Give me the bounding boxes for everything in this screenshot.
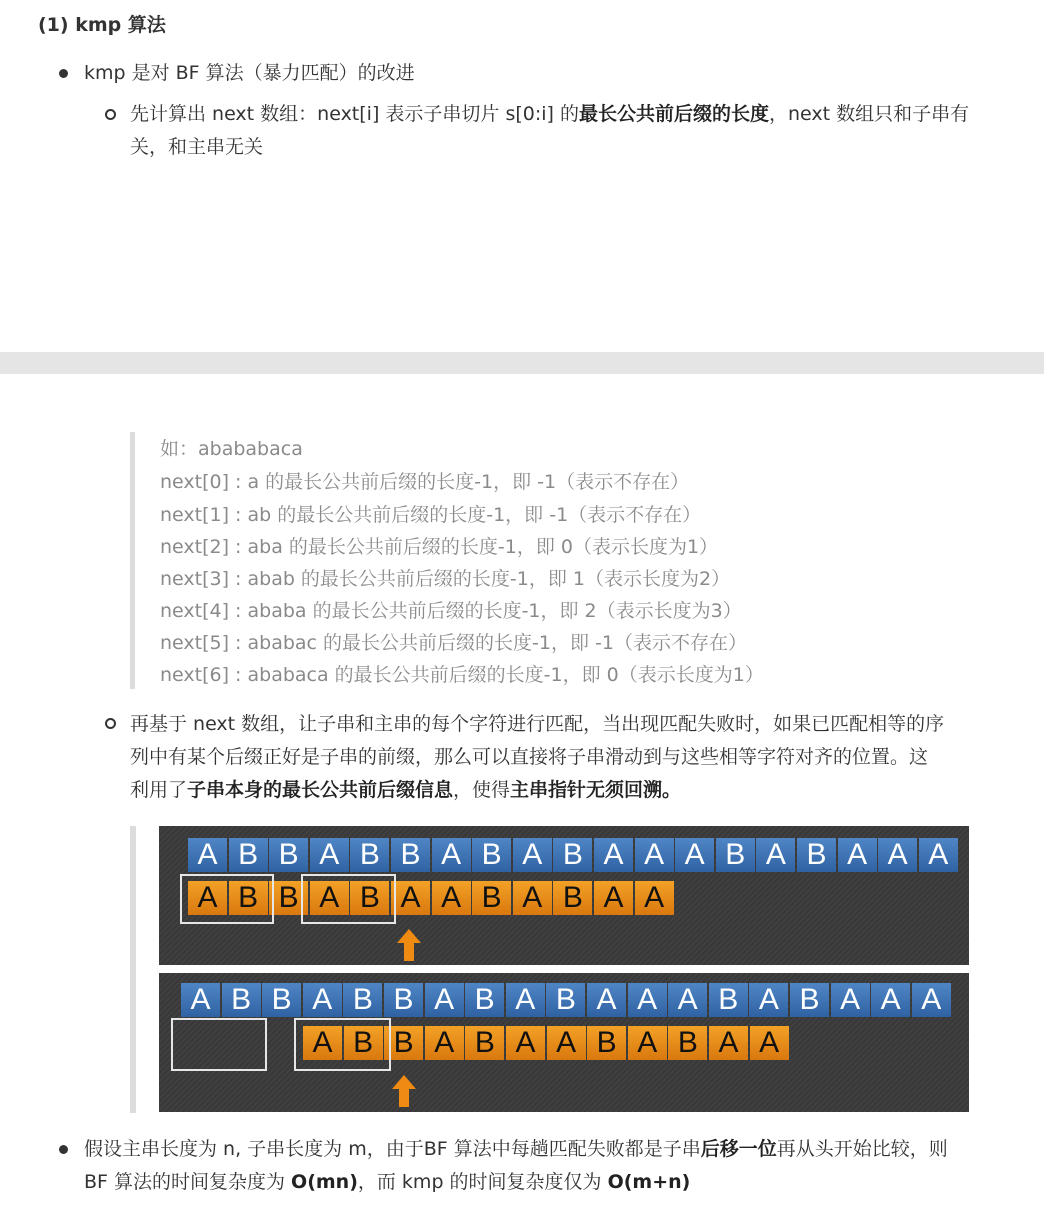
pattern-cell: A [750, 1026, 789, 1060]
pattern-cell: B [587, 1026, 626, 1060]
up-arrow-icon [396, 928, 422, 962]
main-string-cell: A [587, 983, 626, 1017]
main-string-cell: B [391, 838, 430, 872]
pattern-cell: B [344, 1026, 383, 1060]
example-title: 如：abababaca [160, 438, 303, 460]
bullet-dot [59, 69, 68, 78]
pattern-cell: B [229, 881, 268, 915]
b2-text-a: 假设主串长度为 n, 子串长度为 m，由于BF 算法中每趟匹配失败都是子串 [84, 1138, 701, 1160]
main-string-cell: A [838, 838, 877, 872]
main-string-cell: A [912, 983, 951, 1017]
main-string-cell: B [269, 838, 308, 872]
sub2-bold-a: 子串本身的最长公共前后缀信息 [187, 779, 454, 801]
example-line: next[5] : ababac 的最长公共前后缀的长度-1，即 -1（表示不存在） [160, 632, 747, 654]
main-string-cell: A [310, 838, 349, 872]
sub1-text-a: 先计算出 next 数组：next[i] 表示子串切片 s[0:i] 的 [130, 103, 579, 125]
b2-text-b: 再从头开始比较，则 [776, 1138, 948, 1160]
main-string-cell: B [546, 983, 585, 1017]
pattern-cell: A [432, 881, 471, 915]
main-string-cell: B [350, 838, 389, 872]
b2-bold-c: O(m+n) [607, 1171, 691, 1193]
main-string-cell: B [797, 838, 836, 872]
main-string-cell: B [790, 983, 829, 1017]
main-string-cell: A [871, 983, 910, 1017]
pattern-cell: A [628, 1026, 667, 1060]
main-string-cell: A [919, 838, 958, 872]
pattern-cell: B [472, 881, 511, 915]
b2-bold-a: 后移一位 [700, 1138, 777, 1160]
page-divider [0, 352, 1044, 374]
sub1-text-b: ，next 数组只和子串有 [769, 103, 970, 125]
pattern-cell: A [188, 881, 227, 915]
main-string-cell: A [432, 838, 471, 872]
main-string-cell: B [465, 983, 504, 1017]
main-string-cell: A [675, 838, 714, 872]
main-string-cell: B [384, 983, 423, 1017]
pattern-cell: B [465, 1026, 504, 1060]
sub1-bold: 最长公共前后缀的长度 [578, 103, 769, 125]
highlight-frame [171, 1018, 267, 1071]
example-line: next[0] : a 的最长公共前后缀的长度-1，即 -1（表示不存在） [160, 471, 690, 493]
main-string-cell: B [472, 838, 511, 872]
pattern-cell: A [594, 881, 633, 915]
pattern-cell: A [391, 881, 430, 915]
pattern-cell: B [384, 1026, 423, 1060]
pattern-cell: A [303, 1026, 342, 1060]
bullet-dot [59, 1145, 68, 1154]
main-string-cell: A [188, 838, 227, 872]
sub-bullet-matching [130, 708, 1010, 807]
main-string-cell: A [181, 983, 220, 1017]
section-heading: (1) kmp 算法 [38, 14, 166, 36]
main-string-cell: B [229, 838, 268, 872]
pattern-cell: A [310, 881, 349, 915]
main-string-cell: A [506, 983, 545, 1017]
sub2-line1: 再基于 next 数组，让子串和主串的每个字符进行匹配，当出现匹配失败时，如果已匹配相等的序 [130, 713, 945, 735]
sub2-text-b: ，使得 [453, 779, 511, 801]
image-quote-bar [130, 826, 136, 1113]
b2-text-d: ，而 kmp 的时间复杂度仅为 [357, 1171, 608, 1193]
main-string-cell: A [668, 983, 707, 1017]
pattern-cell: A [547, 1026, 586, 1060]
main-string-cell: A [628, 983, 667, 1017]
main-string-cell: A [513, 838, 552, 872]
main-string-cell: A [594, 838, 633, 872]
example-line: next[3] : abab 的最长公共前后缀的长度-1，即 1（表示长度为2） [160, 568, 731, 590]
example-line: next[4] : ababa 的最长公共前后缀的长度-1，即 2（表示长度为3） [160, 600, 742, 622]
up-arrow-icon [391, 1074, 417, 1108]
kmp-diagram-before [159, 826, 969, 965]
pattern-cell: A [709, 1026, 748, 1060]
sub2-text-a: 利用了 [130, 779, 188, 801]
main-string-cell: B [553, 838, 592, 872]
main-string-cell: B [343, 983, 382, 1017]
b2-text-c: BF 算法的时间复杂度为 [84, 1171, 292, 1193]
sub2-bold-b: 主串指针无须回溯。 [510, 779, 682, 801]
bullet-complexity [84, 1133, 1004, 1199]
sub-bullet-ring [105, 109, 116, 120]
main-string-cell: B [709, 983, 748, 1017]
pattern-cell: B [553, 881, 592, 915]
main-string-cell: B [262, 983, 301, 1017]
main-string-cell: A [425, 983, 464, 1017]
main-string-cell: B [222, 983, 261, 1017]
example-line: next[6] : ababaca 的最长公共前后缀的长度-1，即 0（表示长度为1） [160, 664, 764, 686]
sub2-line2: 列中有某个后缀正好是子串的前缀，那么可以直接将子串滑动到与这些相等字符对齐的位置。这 [130, 746, 929, 768]
highlight-frame [180, 874, 274, 924]
main-string-cell: A [635, 838, 674, 872]
main-string-cell: A [749, 983, 788, 1017]
sub-bullet-ring [105, 718, 116, 729]
highlight-frame [294, 1018, 391, 1071]
pattern-cell: A [513, 881, 552, 915]
example-line: next[1] : ab 的最长公共前后缀的长度-1，即 -1（表示不存在） [160, 504, 702, 526]
pattern-cell: B [668, 1026, 707, 1060]
kmp-diagram-after [159, 973, 969, 1112]
main-string-cell: A [878, 838, 917, 872]
example-blockquote [130, 432, 830, 689]
main-string-cell: B [716, 838, 755, 872]
pattern-cell: A [425, 1026, 464, 1060]
pattern-cell: A [635, 881, 674, 915]
main-string-cell: A [303, 983, 342, 1017]
main-string-cell: A [831, 983, 870, 1017]
b2-bold-b: O(mn) [291, 1171, 358, 1193]
pattern-cell: B [269, 881, 308, 915]
highlight-frame [301, 874, 396, 924]
pattern-cell: A [506, 1026, 545, 1060]
example-line: next[2] : aba 的最长公共前后缀的长度-1，即 0（表示长度为1） [160, 536, 719, 558]
bullet-kmp-intro: kmp 是对 BF 算法（暴力匹配）的改进 [84, 62, 415, 84]
main-string-cell: A [756, 838, 795, 872]
sub1-text-c: 关，和主串无关 [130, 136, 264, 158]
pattern-cell: B [350, 881, 389, 915]
sub-bullet-next-array [130, 98, 1010, 164]
